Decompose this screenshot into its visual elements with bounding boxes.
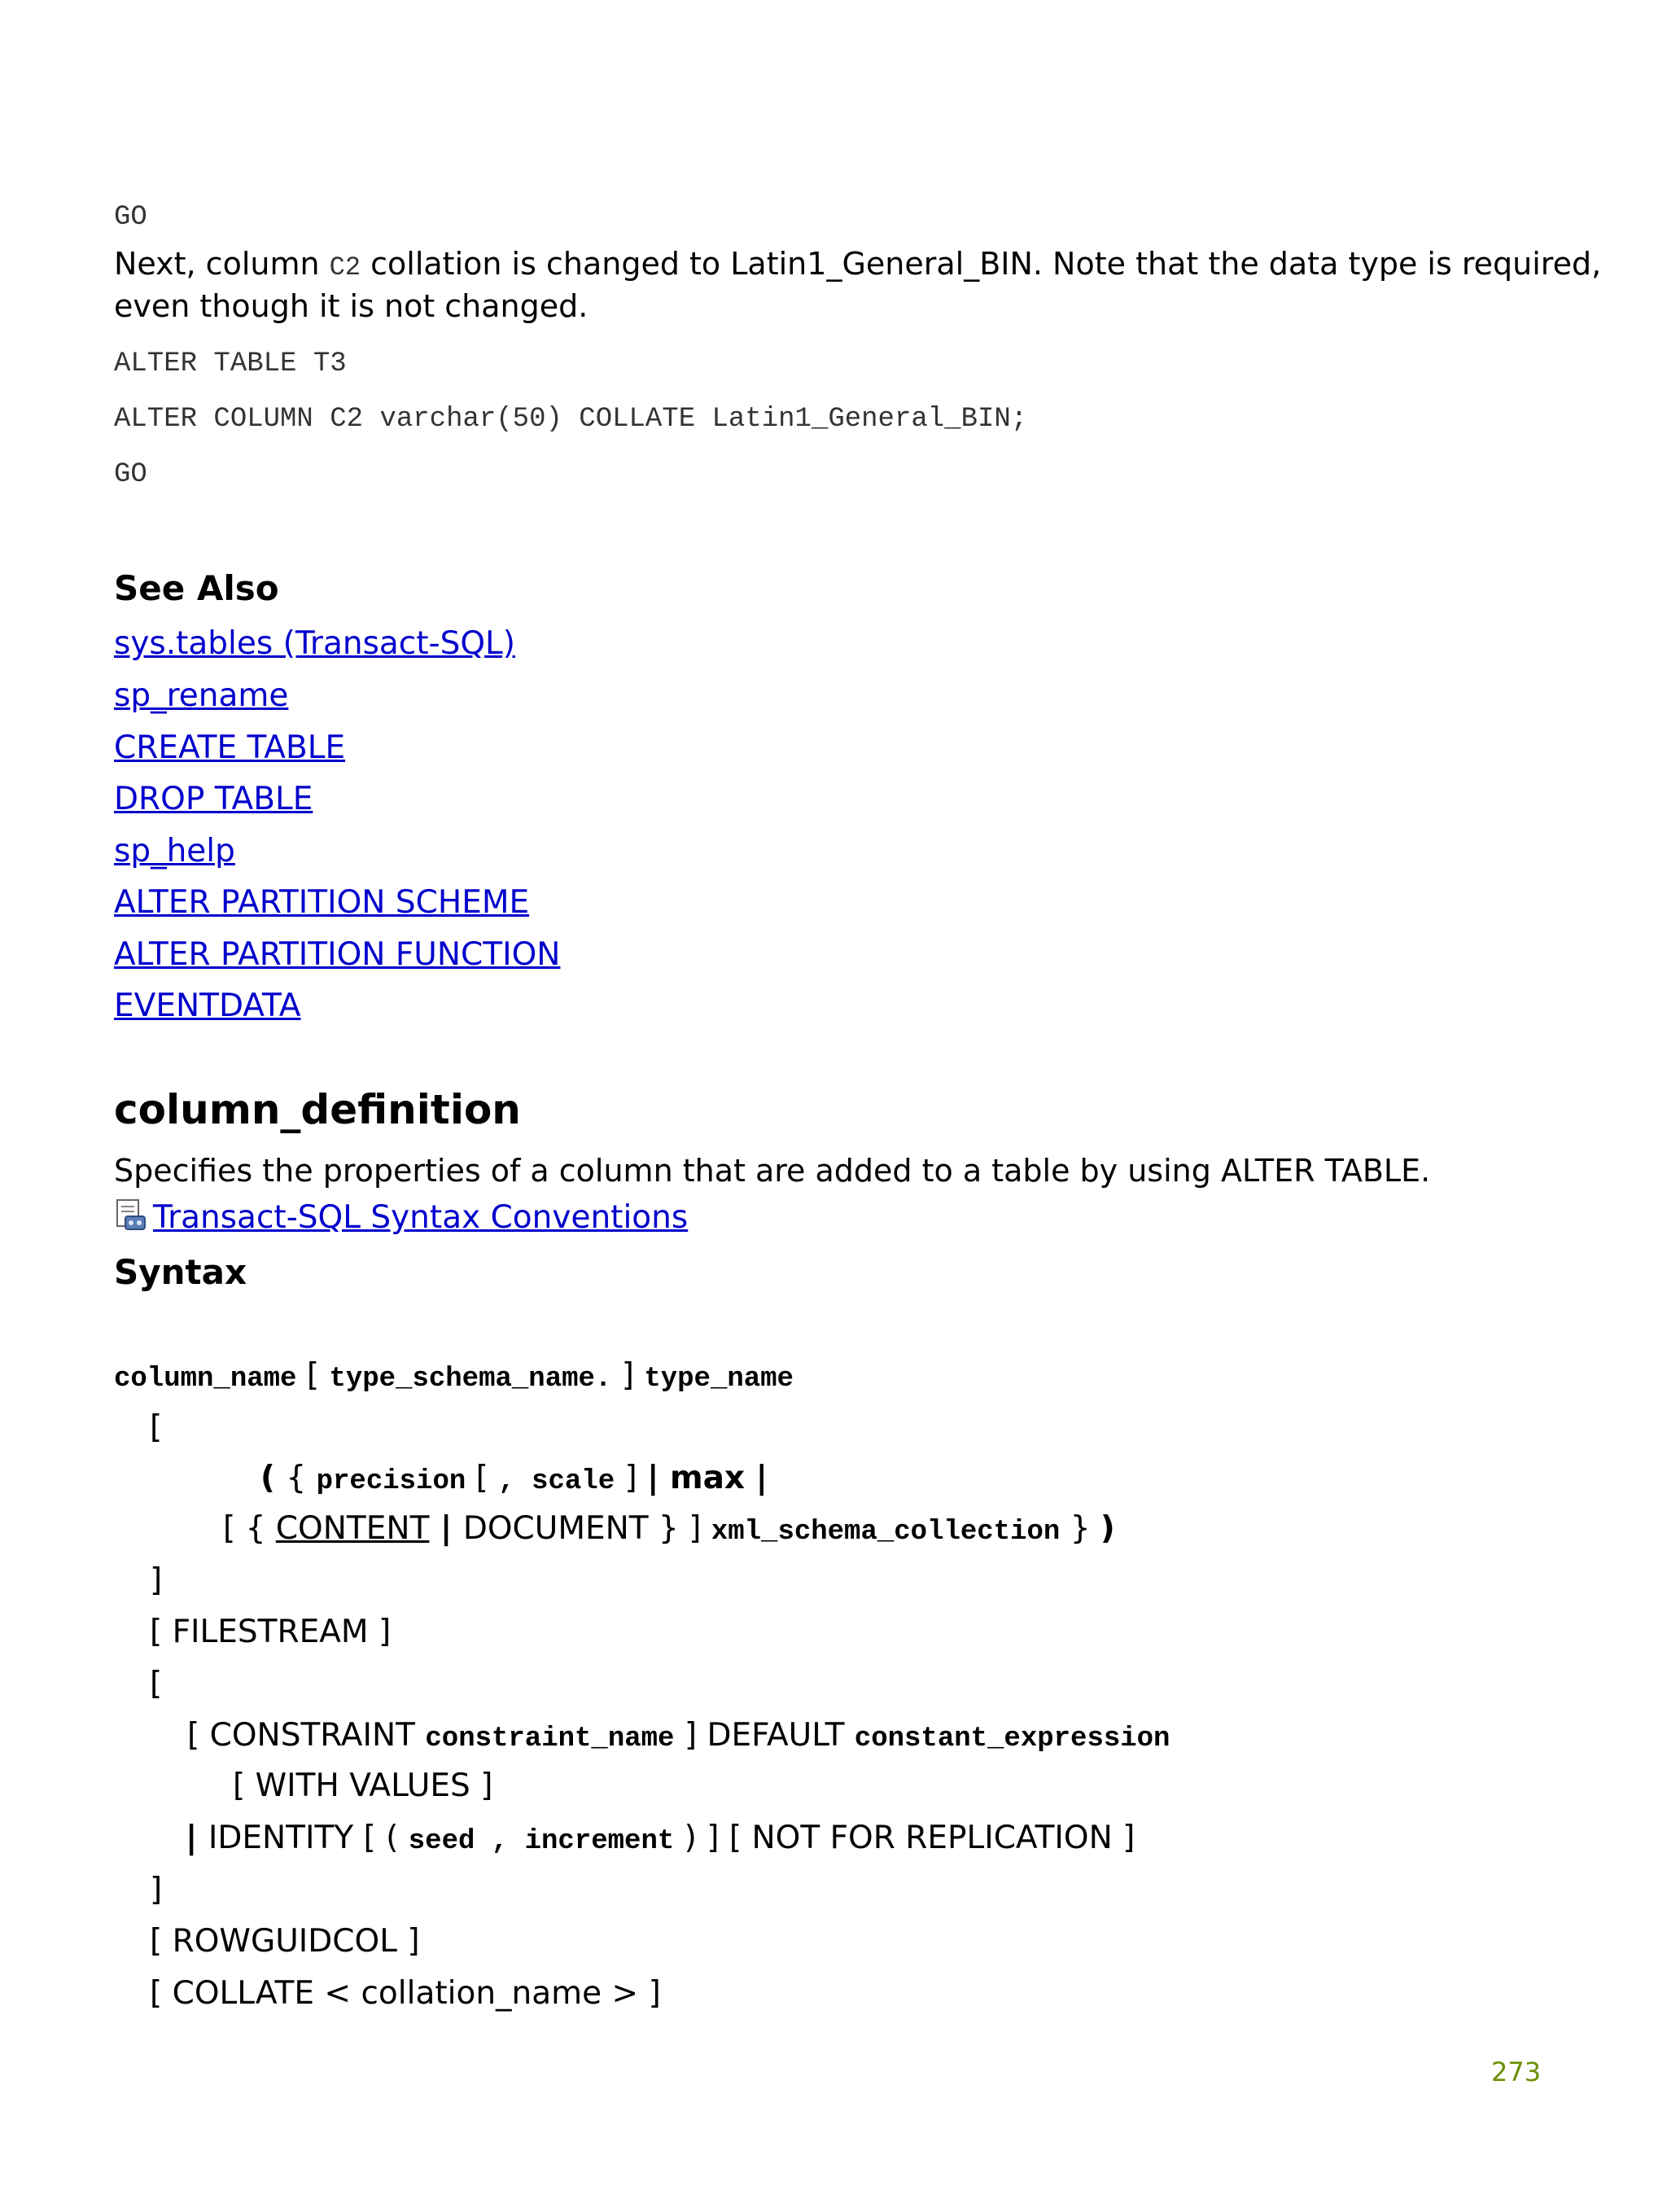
link-sp-rename[interactable]: sp_rename [114, 677, 289, 714]
section-title: column_definition [114, 1086, 521, 1133]
syntax-line-11: ] [150, 1872, 163, 1908]
see-also-heading: See Also [114, 568, 279, 608]
see-also-link-sys-tables[interactable] [114, 625, 515, 662]
syntax-line-13: [ COLLATE < collation_name > ] [150, 1975, 661, 2012]
see-also-link-drop-table[interactable] [114, 781, 313, 817]
syntax-line-9: [ WITH VALUES ] [233, 1767, 493, 1804]
syn-seed: seed [408, 1826, 475, 1857]
see-also-link-create-table[interactable] [114, 729, 345, 766]
syntax-line-8 [187, 1715, 1170, 1760]
syntax-line-2: [ [150, 1409, 163, 1446]
syn-brace: { [286, 1460, 317, 1496]
code-line-go: GO [114, 202, 147, 233]
section-description: Specifies the properties of a column that are added to a table by using ALTER TABLE. [114, 1153, 1431, 1189]
syn-constant-expression: constant_expression [854, 1724, 1170, 1754]
syn-type-name: type_name [644, 1364, 794, 1395]
syn-comma: , [475, 1826, 525, 1857]
see-also-link-alter-partition-function[interactable] [114, 936, 560, 973]
syn-not-for-replication: ) ] [ NOT FOR REPLICATION ] [674, 1820, 1135, 1856]
link-alter-partition-scheme[interactable]: ALTER PARTITION SCHEME [114, 884, 530, 921]
see-also-link-alter-partition-scheme[interactable] [114, 884, 529, 921]
link-sys-tables[interactable]: sys.tables (Transact-SQL) [114, 625, 515, 662]
syn-brace: } [1060, 1510, 1100, 1547]
code-line-alter-table: ALTER TABLE T3 [114, 348, 347, 379]
syntax-line-6: [ FILESTREAM ] [150, 1614, 392, 1650]
note-inline-code: C2 [329, 252, 361, 283]
syn-constraint: [ CONSTRAINT [187, 1717, 426, 1754]
link-transact-sql-syntax-conventions[interactable]: Transact-SQL Syntax Conventions [153, 1199, 689, 1236]
syn-content: CONTENT [275, 1510, 430, 1547]
see-also-link-sp-help[interactable] [114, 833, 235, 869]
syn-max: max [669, 1460, 746, 1496]
syn-precision: precision [316, 1466, 466, 1497]
syn-identity: IDENTITY [ ( [208, 1820, 409, 1856]
note-paragraph-line2: even though it is not changed. [114, 288, 588, 324]
syntax-line-5: ] [150, 1562, 163, 1599]
page-number: 273 [1491, 2057, 1542, 2087]
syn-bracket: ] [611, 1357, 645, 1394]
syn-scale: scale [532, 1466, 615, 1497]
syn-bracket: ] [615, 1460, 648, 1496]
syntax-line-3 [260, 1457, 768, 1503]
note-paragraph-line1 [114, 243, 1601, 289]
syn-xml-schema-collection: xml_schema_collection [711, 1517, 1061, 1548]
see-also-link-sp-rename[interactable] [114, 677, 288, 714]
note-text-b: collation is changed to Latin1_General_BIN. Note that the data type is required, [361, 246, 1602, 282]
syntax-conventions-icon [114, 1198, 148, 1233]
code-line-go-2: GO [114, 459, 147, 490]
syn-paren: ) [1100, 1510, 1115, 1547]
link-create-table[interactable]: CREATE TABLE [114, 729, 346, 766]
syn-bracket-brace: [ { [223, 1510, 276, 1547]
syn-increment: increment [524, 1826, 675, 1857]
link-eventdata[interactable]: EVENTDATA [114, 988, 301, 1024]
syn-column-name: column_name [114, 1364, 297, 1395]
syn-constraint-name: constraint_name [425, 1724, 675, 1754]
syn-comma: , [498, 1466, 532, 1497]
syn-pipe: | [647, 1460, 670, 1496]
syn-bracket: [ [466, 1460, 499, 1496]
link-sp-help[interactable]: sp_help [114, 833, 235, 869]
syn-bracket: [ [296, 1357, 330, 1394]
see-also-link-eventdata[interactable] [114, 988, 300, 1024]
syntax-line-10 [186, 1817, 1135, 1863]
link-drop-table[interactable]: DROP TABLE [114, 781, 313, 817]
note-text-a: Next, column [114, 246, 330, 282]
syn-default: ] DEFAULT [674, 1717, 855, 1754]
syn-type-schema-name: type_schema_name. [329, 1364, 612, 1395]
syntax-line-4 [223, 1508, 1115, 1553]
code-line-alter-column: ALTER COLUMN C2 varchar(50) COLLATE Latin1_General_BIN; [114, 404, 1028, 435]
syn-paren: ( [260, 1460, 287, 1496]
link-alter-partition-function[interactable]: ALTER PARTITION FUNCTION [114, 936, 561, 973]
syn-pipe: | [429, 1510, 463, 1547]
syn-pipe: | [745, 1460, 768, 1496]
syntax-line-7: [ [150, 1666, 163, 1702]
syn-document: DOCUMENT } ] [462, 1510, 711, 1547]
syntax-line-12: [ ROWGUIDCOL ] [150, 1923, 420, 1960]
syn-pipe: | [186, 1820, 208, 1856]
conventions-row[interactable] [114, 1198, 688, 1236]
syntax-line-1 [114, 1355, 794, 1400]
syntax-heading: Syntax [114, 1252, 247, 1292]
